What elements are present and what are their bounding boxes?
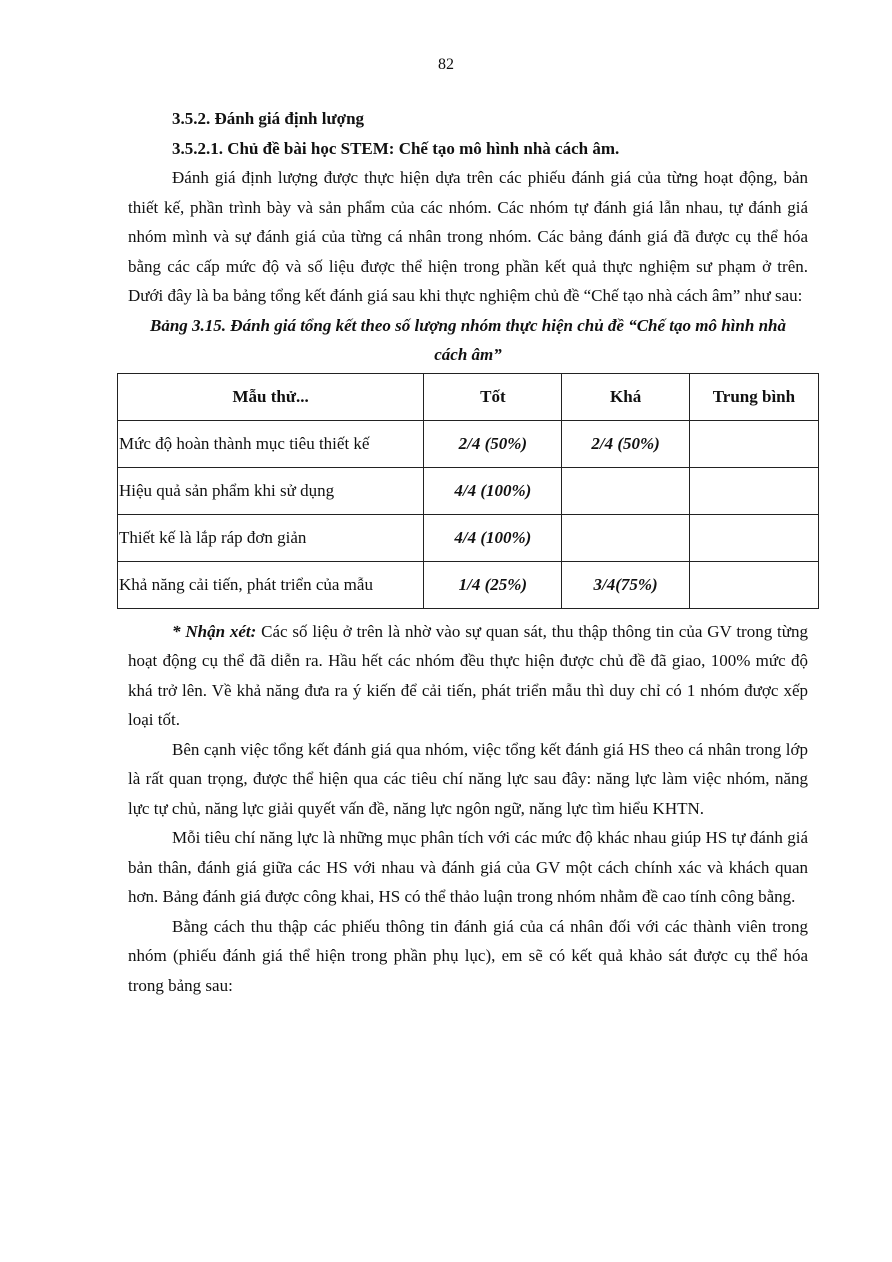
note-label: * Nhận xét: xyxy=(172,621,257,641)
good-cell: 4/4 (100%) xyxy=(424,467,562,514)
evaluation-table xyxy=(117,373,819,609)
column-header-average: Trung bình xyxy=(689,373,818,420)
table-row xyxy=(118,467,819,514)
paragraph-individual-assessment: Bên cạnh việc tổng kết đánh giá qua nhóm, việc tổng kết đánh giá HS theo cá nhân trong lớp là rất quan trọng, được thể hiện qua các tiêu chí năng lực sau đây: năng lực làm việc nhóm, năng lực tự chủ, năng lực giải quyết vấn đề, năng lực ngôn ngữ, năng lực tìm hiểu KHTN. xyxy=(128,739,808,818)
paragraph-survey: Bằng cách thu thập các phiếu thông tin đánh giá của cá nhân đối với các thành viên trong nhóm (phiếu đánh giá thể hiện trong phần phụ lục), em sẽ có kết quả khảo sát được cụ thể hóa trong bảng sau: xyxy=(128,916,808,995)
fair-cell: 2/4 (50%) xyxy=(562,420,689,467)
average-cell xyxy=(689,420,818,467)
table-caption: Bảng 3.15. Đánh giá tổng kết theo số lượng nhóm thực hiện chủ đề “Chế tạo mô hình nhà cách âm” xyxy=(150,315,786,364)
subsection-heading: 3.5.2.1. Chủ đề bài học STEM: Chế tạo mô hình nhà cách âm. xyxy=(172,138,620,158)
good-cell: 4/4 (100%) xyxy=(424,514,562,561)
note-text: Các số liệu ở trên là nhờ vào sự quan sát, thu thập thông tin của GV trong từng hoạt động cụ thể đã diễn ra. Hầu hết các nhóm đều thực hiện được chủ đề đã giao, 100% mức độ khá trở lên. Về khả năng đưa ra ý kiến để cải tiến, phát triển mẫu thì duy chỉ có 1 nhóm được xếp loại tốt. xyxy=(128,621,808,729)
criterion-cell: Thiết kế là lắp ráp đơn giản xyxy=(118,514,424,561)
table-row xyxy=(118,561,819,608)
intro-paragraph: Đánh giá định lượng được thực hiện dựa trên các phiếu đánh giá của từng hoạt động, bản thiết kế, phần trình bày và sản phẩm của các nhóm. Các nhóm tự đánh giá lẫn nhau, tự đánh giá nhóm mình và sự đánh giá của từng cá nhân trong nhóm. Các bảng đánh giá đã được cụ thể hóa bằng các cấp mức độ và số liệu được thể hiện trong phần kết quả thực nghiệm sư phạm ở trên. Dưới đây là ba bảng tổng kết đánh giá sau khi thực nghiệm chủ đề “Chế tạo nhà cách âm” như sau: xyxy=(128,168,808,305)
fair-cell: 3/4(75%) xyxy=(562,561,689,608)
document-body xyxy=(119,104,808,1000)
note-paragraph xyxy=(128,617,808,735)
column-header-sample: Mẫu thử... xyxy=(118,373,424,420)
criterion-cell: Mức độ hoàn thành mục tiêu thiết kế xyxy=(118,420,424,467)
good-cell: 1/4 (25%) xyxy=(424,561,562,608)
table-row xyxy=(118,514,819,561)
average-cell xyxy=(689,467,818,514)
good-cell: 2/4 (50%) xyxy=(424,420,562,467)
page-number: 82 xyxy=(438,56,454,73)
column-header-good: Tốt xyxy=(424,373,562,420)
criterion-cell: Khả năng cải tiến, phát triển của mẫu xyxy=(118,561,424,608)
paragraph-criteria: Mỗi tiêu chí năng lực là những mục phân tích với các mức độ khác nhau giúp HS tự đánh giá bản thân, đánh giá giữa các HS với nhau và đánh giá của GV một cách chính xác và khách quan hơn. Bảng đánh giá được công khai, HS có thể thảo luận trong nhóm nhằm đề cao tính công bằng. xyxy=(128,828,808,906)
criterion-cell: Hiệu quả sản phẩm khi sử dụng xyxy=(118,467,424,514)
table-header-row xyxy=(118,373,819,420)
average-cell xyxy=(689,561,818,608)
fair-cell xyxy=(562,467,689,514)
table-row xyxy=(118,420,819,467)
fair-cell xyxy=(562,514,689,561)
section-heading: 3.5.2. Đánh giá định lượng xyxy=(172,109,365,128)
column-header-fair: Khá xyxy=(562,373,689,420)
average-cell xyxy=(689,514,818,561)
